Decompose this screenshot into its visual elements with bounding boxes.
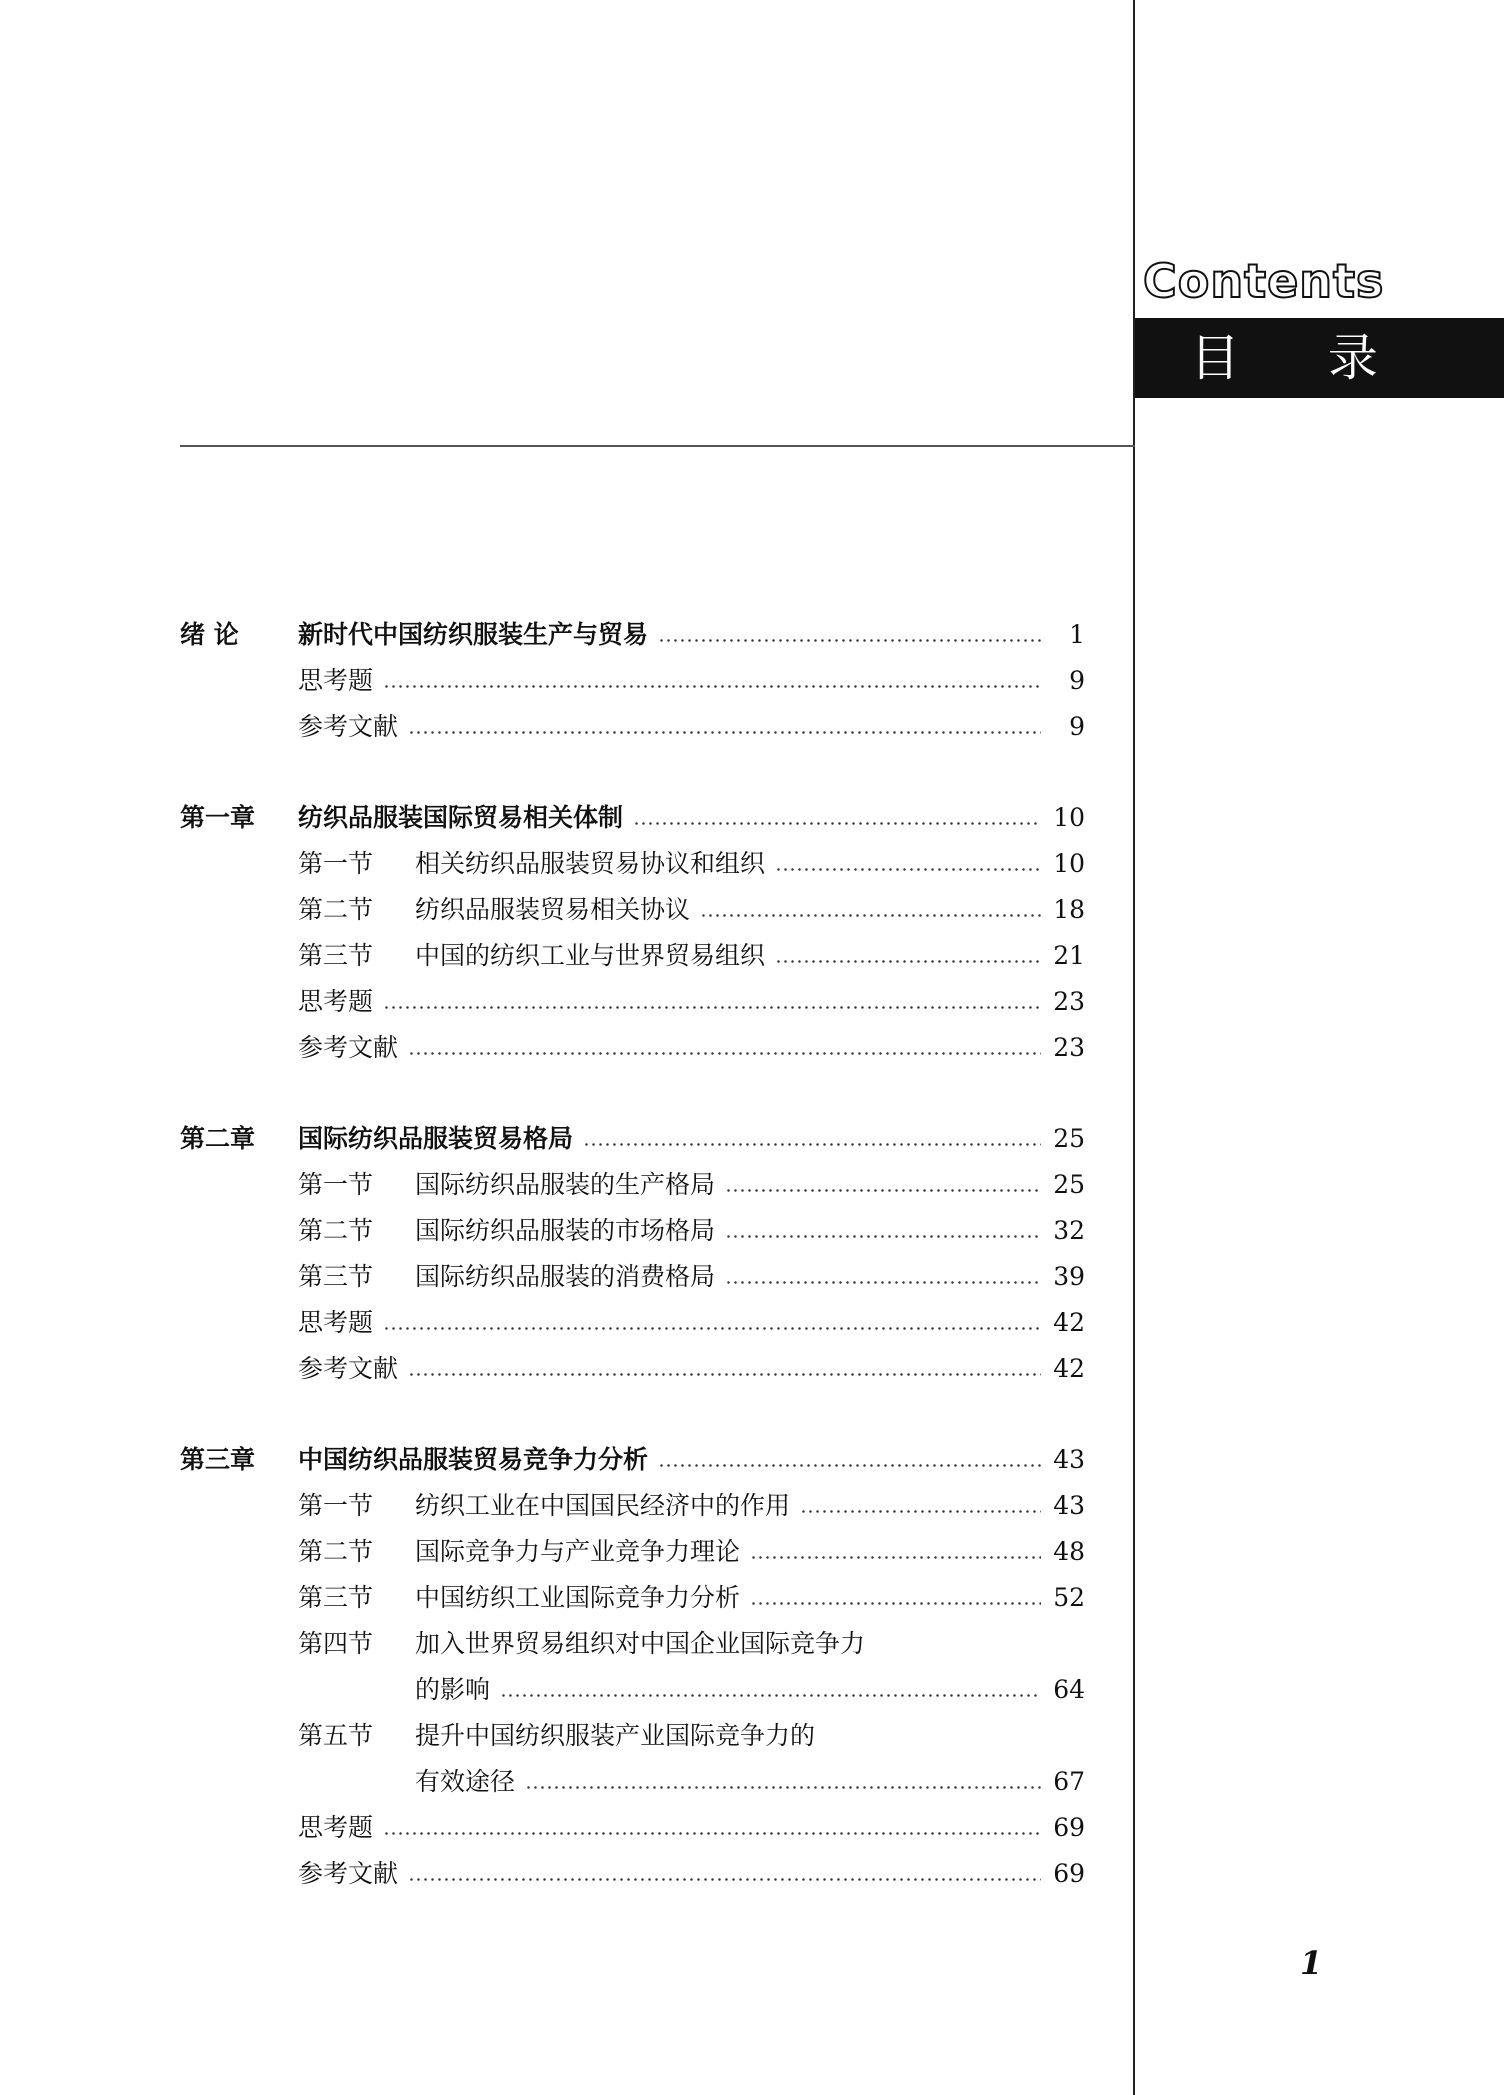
toc-entry-row[interactable] — [180, 1713, 1085, 1759]
dot-leader — [408, 1373, 1041, 1376]
entry-title: 中国纺织工业国际竞争力分析 — [415, 1583, 741, 1612]
page-ref: 67 — [1053, 1767, 1085, 1796]
page-ref: 1 — [1069, 620, 1085, 649]
toc-chapter-row[interactable] — [180, 612, 1085, 658]
toc-entry-row[interactable] — [180, 887, 1085, 933]
dot-leader — [658, 1464, 1041, 1467]
dot-leader — [700, 914, 1041, 917]
section-label: 第二节 — [298, 1537, 374, 1566]
dot-leader — [383, 1832, 1041, 1835]
section-label: 第二节 — [298, 1216, 374, 1245]
contents-heading-zh: 目 录 — [1190, 329, 1414, 387]
dot-leader — [408, 1052, 1041, 1055]
entry-title: 参考文献 — [298, 1354, 399, 1383]
page-ref: 25 — [1053, 1124, 1085, 1153]
page-ref: 23 — [1053, 987, 1085, 1016]
section-label: 第三节 — [298, 1262, 374, 1291]
chapter-title: 新时代中国纺织服装生产与贸易 — [298, 620, 649, 649]
toc-entry-row[interactable] — [180, 1162, 1085, 1208]
entry-title: 参考文献 — [298, 1859, 399, 1888]
page-number: 1 — [1300, 1944, 1323, 1982]
toc-entry-row[interactable] — [180, 1851, 1085, 1897]
page-ref: 52 — [1053, 1583, 1085, 1612]
section-label: 第三节 — [298, 941, 374, 970]
toc-entry-row[interactable] — [180, 841, 1085, 887]
page-ref: 9 — [1069, 666, 1085, 695]
page-ref: 39 — [1053, 1262, 1085, 1291]
page-ref: 23 — [1053, 1033, 1085, 1062]
toc-entry-row[interactable] — [180, 1254, 1085, 1300]
toc-entry-row[interactable] — [180, 1346, 1085, 1392]
entry-title: 中国的纺织工业与世界贸易组织 — [415, 941, 766, 970]
chapter-label: 第二章 — [180, 1124, 256, 1153]
toc-entry-row[interactable] — [180, 1805, 1085, 1851]
table-of-contents — [180, 612, 1085, 1942]
section-label: 第三节 — [298, 1583, 374, 1612]
toc-entry-row[interactable] — [180, 1300, 1085, 1346]
section-label: 第二节 — [298, 895, 374, 924]
chapter-title: 中国纺织品服装贸易竞争力分析 — [298, 1445, 649, 1474]
chapter-label: 第一章 — [180, 803, 256, 832]
dot-leader — [725, 1281, 1041, 1284]
page-ref: 9 — [1069, 712, 1085, 741]
page-ref: 48 — [1053, 1537, 1085, 1566]
entry-title: 相关纺织品服装贸易协议和组织 — [415, 849, 766, 878]
page-ref: 32 — [1053, 1216, 1085, 1245]
page-ref: 69 — [1053, 1859, 1085, 1888]
chapter-label: 绪 论 — [180, 620, 239, 649]
dot-leader — [500, 1694, 1041, 1697]
dot-leader — [725, 1189, 1041, 1192]
horizontal-rule — [180, 445, 1135, 447]
entry-title: 参考文献 — [298, 1033, 399, 1062]
dot-leader — [383, 685, 1041, 688]
toc-entry-row[interactable] — [180, 704, 1085, 750]
dot-leader — [383, 1006, 1041, 1009]
dot-leader — [658, 639, 1041, 642]
toc-chapter — [180, 1437, 1085, 1897]
page-ref: 10 — [1053, 849, 1085, 878]
entry-title: 国际纺织品服装的消费格局 — [415, 1262, 716, 1291]
entry-title: 国际竞争力与产业竞争力理论 — [415, 1537, 741, 1566]
section-label: 第四节 — [298, 1629, 374, 1658]
toc-entry-continuation[interactable] — [180, 1667, 1085, 1713]
entry-title: 思考题 — [298, 666, 374, 695]
toc-chapter-row[interactable] — [180, 1116, 1085, 1162]
toc-entry-row[interactable] — [180, 979, 1085, 1025]
entry-title: 加入世界贸易组织对中国企业国际竞争力 — [415, 1629, 866, 1658]
entry-title: 国际纺织品服装的市场格局 — [415, 1216, 716, 1245]
toc-entry-row[interactable] — [180, 1208, 1085, 1254]
page-ref: 25 — [1053, 1170, 1085, 1199]
entry-title: 思考题 — [298, 1813, 374, 1842]
section-label: 第一节 — [298, 1170, 374, 1199]
page-ref: 43 — [1053, 1445, 1085, 1474]
dot-leader — [408, 731, 1041, 734]
toc-chapter-row[interactable] — [180, 1437, 1085, 1483]
entry-title: 提升中国纺织服装产业国际竞争力的 — [415, 1721, 816, 1750]
toc-entry-row[interactable] — [180, 1529, 1085, 1575]
dot-leader — [775, 960, 1041, 963]
toc-entry-row[interactable] — [180, 1483, 1085, 1529]
section-label: 第五节 — [298, 1721, 374, 1750]
dot-leader — [525, 1786, 1041, 1789]
entry-title: 纺织品服装贸易相关协议 — [415, 895, 691, 924]
dot-leader — [800, 1510, 1041, 1513]
dot-leader — [750, 1556, 1041, 1559]
dot-leader — [750, 1602, 1041, 1605]
entry-title-continuation: 的影响 — [415, 1675, 491, 1704]
vertical-rule — [1133, 0, 1135, 2095]
section-label: 第一节 — [298, 849, 374, 878]
contents-heading-bar — [1135, 318, 1504, 398]
page-ref: 42 — [1053, 1354, 1085, 1383]
dot-leader — [775, 868, 1041, 871]
toc-entry-row[interactable] — [180, 658, 1085, 704]
entry-title: 思考题 — [298, 1308, 374, 1337]
toc-chapter — [180, 1116, 1085, 1392]
page-ref: 21 — [1053, 941, 1085, 970]
page-ref: 43 — [1053, 1491, 1085, 1520]
chapter-title: 纺织品服装国际贸易相关体制 — [298, 803, 624, 832]
toc-chapter — [180, 795, 1085, 1071]
toc-entry-row[interactable] — [180, 1025, 1085, 1071]
entry-title: 国际纺织品服装的生产格局 — [415, 1170, 716, 1199]
page-ref: 10 — [1053, 803, 1085, 832]
entry-title-continuation: 有效途径 — [415, 1767, 516, 1796]
dot-leader — [383, 1327, 1041, 1330]
section-label: 第一节 — [298, 1491, 374, 1520]
page-ref: 64 — [1053, 1675, 1085, 1704]
dot-leader — [583, 1143, 1041, 1146]
toc-entry-row[interactable] — [180, 1621, 1085, 1667]
dot-leader — [633, 822, 1041, 825]
page-ref: 42 — [1053, 1308, 1085, 1337]
entry-title: 参考文献 — [298, 712, 399, 741]
chapter-title: 国际纺织品服装贸易格局 — [298, 1124, 574, 1153]
toc-entry-row[interactable] — [180, 933, 1085, 979]
page-ref: 69 — [1053, 1813, 1085, 1842]
toc-chapter-row[interactable] — [180, 795, 1085, 841]
toc-entry-row[interactable] — [180, 1575, 1085, 1621]
dot-leader — [725, 1235, 1041, 1238]
chapter-label: 第三章 — [180, 1445, 256, 1474]
toc-entry-continuation[interactable] — [180, 1759, 1085, 1805]
page-ref: 18 — [1053, 895, 1085, 924]
entry-title: 纺织工业在中国国民经济中的作用 — [415, 1491, 791, 1520]
dot-leader — [408, 1878, 1041, 1881]
toc-chapter — [180, 612, 1085, 750]
entry-title: 思考题 — [298, 987, 374, 1016]
contents-heading-en: Contents — [1143, 254, 1385, 308]
